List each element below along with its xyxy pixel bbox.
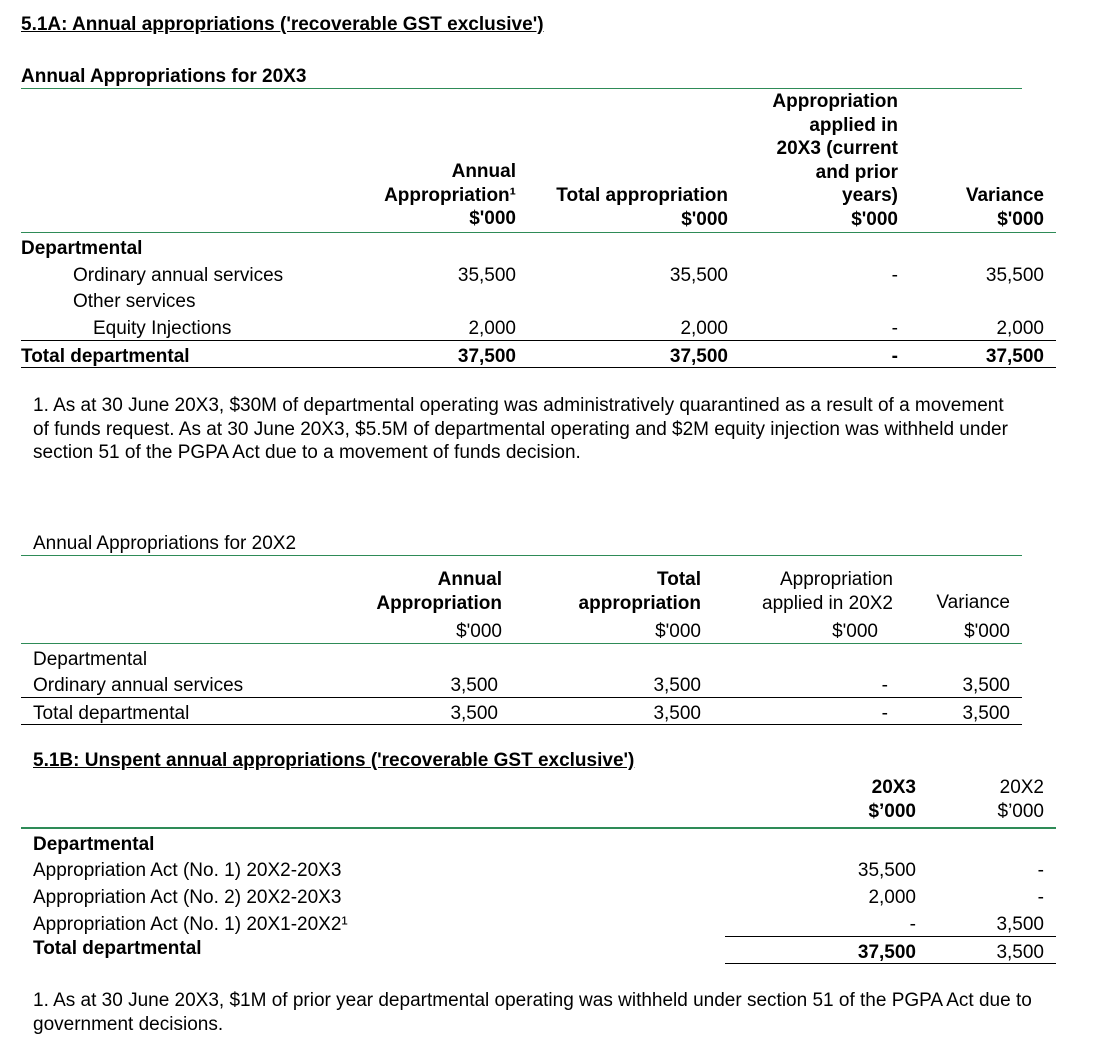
cell-value: 37,500 [457, 346, 516, 367]
cell-value: - [881, 675, 888, 696]
row-label: Appropriation Act (No. 1) 20X1-20X2¹ [33, 914, 348, 935]
section-a-title: 5.1A: Annual appropriations ('recoverable GST exclusive') [21, 14, 544, 35]
row-label: Total departmental [33, 703, 190, 724]
cell-value: - [891, 346, 898, 367]
divider [21, 367, 1056, 368]
col-header-variance: Variance [936, 592, 1010, 613]
row-label: Total departmental [21, 346, 190, 367]
section-label-departmental: Departmental [33, 649, 148, 670]
cell-value: 35,500 [985, 265, 1044, 286]
divider [725, 936, 1056, 937]
col-header-appropriation-applied: Appropriation applied in 20X2 [762, 569, 893, 614]
col-header-annual-appropriation: Annual Appropriation [376, 569, 502, 614]
table-20x2-caption: Annual Appropriations for 20X2 [33, 533, 297, 554]
col-header-appropriation-applied: Appropriation applied in 20X3 (current and prior years) $'000 [772, 91, 898, 230]
cell-value: - [881, 703, 888, 724]
cell-value: 37,500 [985, 346, 1044, 367]
cell-value: 2,000 [680, 318, 728, 339]
cell-value: 37,500 [669, 346, 728, 367]
cell-value: 2,000 [468, 318, 516, 339]
cell-value: 35,500 [457, 265, 516, 286]
cell-value: - [891, 265, 898, 286]
row-label: Ordinary annual services [73, 265, 284, 286]
cell-value: 3,500 [996, 942, 1044, 963]
row-label: Appropriation Act (No. 1) 20X2-20X3 [33, 860, 342, 881]
section-label-departmental: Departmental [33, 834, 155, 855]
footnote-5-1b: 1. As at 30 June 20X3, $1M of prior year departmental operating was withheld under section 51 of the PGPA Act due to government decisions. [33, 990, 1032, 1035]
cell-value: 3,500 [450, 703, 498, 724]
cell-value: - [1037, 860, 1044, 881]
unit-label: $'000 [655, 621, 701, 642]
divider [725, 963, 1056, 964]
divider [21, 88, 1022, 89]
row-label: Ordinary annual services [33, 675, 244, 696]
cell-value: 3,500 [996, 914, 1044, 935]
table-20x3-caption: Annual Appropriations for 20X3 [21, 66, 307, 87]
unit-label: $'000 [964, 621, 1010, 642]
cell-value: 3,500 [450, 675, 498, 696]
row-label: Appropriation Act (No. 2) 20X2-20X3 [33, 887, 342, 908]
col-header-total-appropriation: Total appropriation [578, 569, 701, 614]
cell-value: - [891, 318, 898, 339]
col-header-20x2: 20X2 $’000 [997, 777, 1044, 822]
cell-value: - [909, 914, 916, 935]
divider [21, 340, 1056, 341]
cell-value: - [1037, 887, 1044, 908]
unit-label: $'000 [832, 621, 878, 642]
cell-value: 2,000 [996, 318, 1044, 339]
row-label: Total departmental [33, 938, 202, 959]
col-header-20x3: 20X3 $’000 [868, 777, 916, 822]
section-b-title: 5.1B: Unspent annual appropriations ('recoverable GST exclusive') [33, 750, 635, 771]
row-label: Equity Injections [93, 318, 232, 339]
cell-value: 37,500 [857, 942, 916, 963]
cell-value: 3,500 [653, 703, 701, 724]
divider [21, 827, 1056, 829]
col-header-total-appropriation: Total appropriation $'000 [556, 185, 728, 230]
unit-label: $'000 [456, 621, 502, 642]
divider [21, 232, 1056, 233]
cell-value: 35,500 [857, 860, 916, 881]
cell-value: 3,500 [962, 675, 1010, 696]
cell-value: 35,500 [669, 265, 728, 286]
cell-value: 2,000 [868, 887, 916, 908]
section-label-departmental: Departmental [21, 238, 143, 259]
col-header-annual-appropriation: Annual Appropriation¹ $'000 [384, 161, 516, 229]
divider [21, 643, 1022, 644]
divider [21, 724, 1022, 725]
cell-value: 3,500 [653, 675, 701, 696]
col-header-variance: Variance $'000 [965, 185, 1044, 230]
divider [21, 697, 1022, 698]
footnote-20x3: 1. As at 30 June 20X3, $30M of departmental operating was administratively quarantined as a result of a movement of funds request. As at 30 June 20X3, $5.5M of departmental operating and $2M equity injection was withheld under section 51 of the PGPA Act due to a movement of funds decision. [33, 395, 1008, 463]
divider [21, 555, 1022, 556]
cell-value: 3,500 [962, 703, 1010, 724]
row-label: Other services [73, 291, 196, 312]
